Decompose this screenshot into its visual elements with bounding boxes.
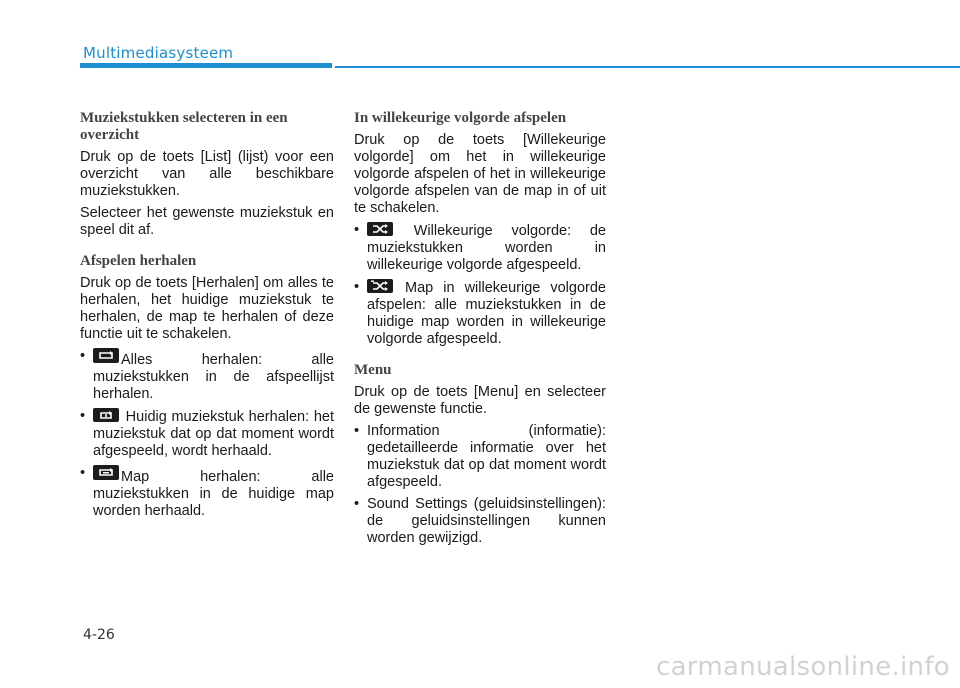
list-item <box>80 465 334 520</box>
list-item-text: Map in willekeurige volgorde afspelen: alle muziekstukken in de huidige map worden in willekeurige volgorde afgespeeld. <box>367 280 606 347</box>
heading-select-tracks: Muziekstukken selecteren in een overzicht <box>80 110 288 143</box>
left-column <box>80 110 334 525</box>
bullet: • <box>80 348 86 364</box>
list-item-text: Map herhalen: alle muziekstukken in de huidige map worden herhaald. <box>93 469 334 519</box>
list-item <box>80 408 334 460</box>
list-item-text: Information (informatie): gedetailleerde informatie over het muziekstuk dat op dat moment wordt afgespeeld. <box>367 423 606 490</box>
paragraph-select: Selecteer het gewenste muziekstuk en speel dit af. <box>80 205 334 238</box>
watermark: carmanualsonline.info <box>655 652 950 682</box>
right-column <box>354 110 606 552</box>
list-item <box>354 222 606 274</box>
list-item <box>80 348 334 403</box>
section-title: Multimediasysteem <box>83 44 234 62</box>
bullet: • <box>354 496 360 512</box>
repeat-options-list <box>80 348 334 520</box>
paragraph-repeat: Druk op de toets [Herhalen] om alles te herhalen, het huidige muziekstuk te herhalen, de map te herhalen of deze functie uit te schakelen. <box>80 275 334 342</box>
list-item-text: Sound Settings (geluidsinstellingen): de geluidsinstellingen kunnen worden gewijzigd. <box>367 496 606 546</box>
list-item <box>354 279 606 348</box>
paragraph-shuffle: Druk op de toets [Willekeurige volgorde] om het in willekeurige volgorde afspelen of het in willekeurige volgorde afspelen van de map in of uit te schakelen. <box>354 132 606 216</box>
repeat-folder-icon <box>93 465 119 480</box>
repeat-all-icon <box>93 348 119 363</box>
paragraph-menu: Druk op de toets [Menu] en selecteer de gewenste functie. <box>354 384 606 417</box>
list-item-text: Willekeurige volgorde: de muziekstukken worden in willekeurige volgorde afgespeeld. <box>367 223 606 273</box>
bullet: • <box>354 279 360 295</box>
page-number: 4-26 <box>83 627 115 643</box>
repeat-one-icon <box>93 408 119 422</box>
list-item-text: Huidig muziekstuk herhalen: het muziekstuk dat op dat moment wordt afgespeeld, wordt herhaald. <box>93 409 334 459</box>
heading-menu: Menu <box>354 362 392 378</box>
bullet: • <box>354 222 360 238</box>
heading-shuffle: In willekeurige volgorde afspelen <box>354 110 567 126</box>
header-rule-thin <box>335 66 960 68</box>
shuffle-options-list <box>354 222 606 348</box>
shuffle-icon <box>367 222 393 236</box>
list-item-text: Alles herhalen: alle muziekstukken in de afspeellijst herhalen. <box>93 352 334 402</box>
list-item <box>354 496 606 547</box>
menu-options-list <box>354 423 606 547</box>
bullet: • <box>80 408 86 424</box>
heading-repeat: Afspelen herhalen <box>80 253 197 269</box>
paragraph-list: Druk op de toets [List] (lijst) voor een overzicht van alle beschikbare muziekstukken. <box>80 149 334 199</box>
shuffle-folder-icon <box>367 279 393 293</box>
list-item <box>354 423 606 491</box>
bullet: • <box>354 423 360 439</box>
header-rule-thick <box>80 63 332 68</box>
bullet: • <box>80 465 86 481</box>
